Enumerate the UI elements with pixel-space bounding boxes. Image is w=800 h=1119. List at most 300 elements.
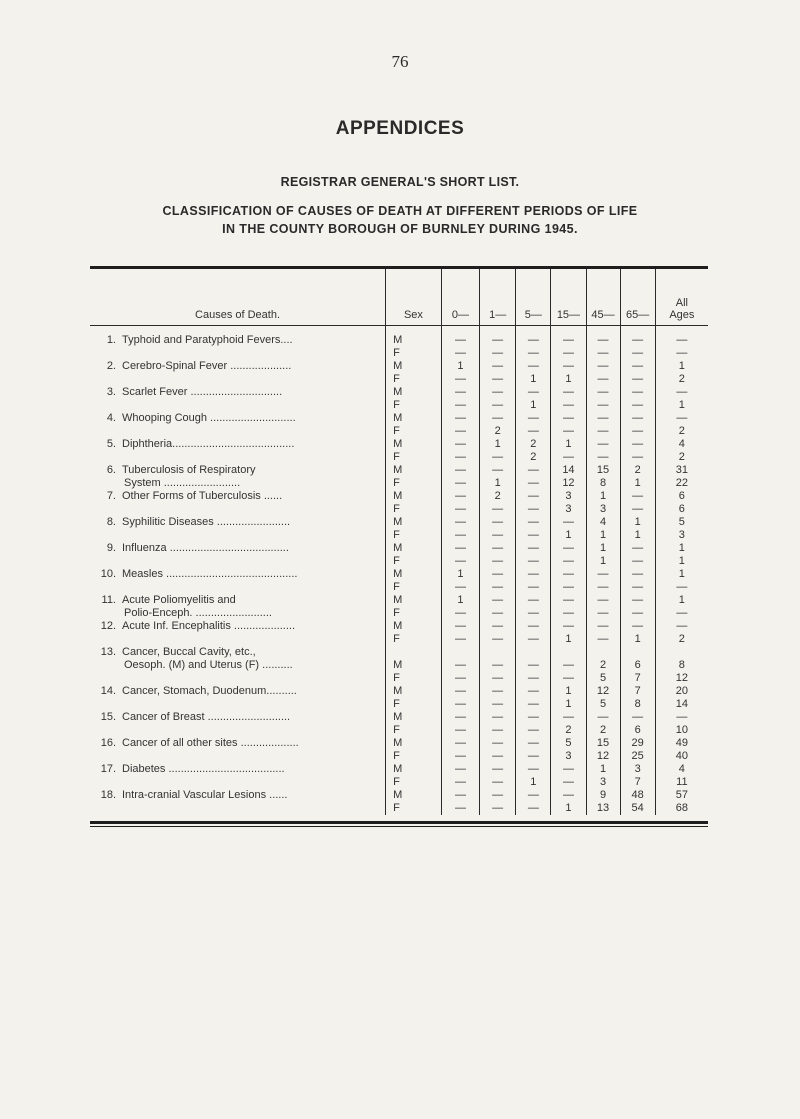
- age-1-cell: [480, 646, 516, 659]
- cause-label: Other Forms of Tuberculosis ......: [122, 490, 283, 502]
- age-45-cell: —: [586, 594, 620, 607]
- table-row: [90, 685, 708, 698]
- age-65-cell: —: [620, 334, 655, 347]
- cause-index: 7.: [106, 490, 116, 502]
- age-5-cell: —: [516, 386, 551, 399]
- age-15-cell: —: [551, 568, 586, 581]
- table-body: [90, 326, 708, 816]
- sex-cell: F: [386, 672, 442, 685]
- all-ages-cell: [655, 646, 708, 659]
- age-15-cell: —: [551, 789, 586, 802]
- age-1-cell: —: [480, 555, 516, 568]
- all-ages-cell: 49: [655, 737, 708, 750]
- age-1-cell: —: [480, 763, 516, 776]
- age-0-cell: —: [441, 763, 479, 776]
- cause-index: 3.: [106, 386, 116, 398]
- age-45-cell: 15: [586, 464, 620, 477]
- all-ages-cell: 6: [655, 503, 708, 516]
- age-5-cell: —: [516, 594, 551, 607]
- age-0-cell: —: [441, 334, 479, 347]
- all-ages-cell: —: [655, 620, 708, 633]
- sex-cell: F: [386, 776, 442, 789]
- table-row: [90, 399, 708, 412]
- all-ages-cell: 20: [655, 685, 708, 698]
- all-ages-cell: —: [655, 711, 708, 724]
- age-0-cell: —: [441, 685, 479, 698]
- age-5-cell: —: [516, 620, 551, 633]
- cause-label-continuation: Oesoph. (M) and Uterus (F) ..........: [124, 659, 293, 671]
- cause-index: 14.: [100, 685, 116, 697]
- age-5-cell: —: [516, 581, 551, 594]
- age-15-cell: 1: [551, 802, 586, 815]
- age-0-cell: [441, 646, 479, 659]
- cause-index: 13.: [100, 646, 116, 658]
- table-row: [90, 672, 708, 685]
- age-65-cell: 1: [620, 516, 655, 529]
- cause-cell: [90, 607, 386, 620]
- cause-cell: [90, 425, 386, 438]
- age-5-cell: 1: [516, 776, 551, 789]
- age-65-cell: 48: [620, 789, 655, 802]
- header-age-0: 0—: [441, 269, 479, 326]
- age-5-cell: —: [516, 750, 551, 763]
- cause-cell: [90, 399, 386, 412]
- cause-label: Tuberculosis of Respiratory: [122, 464, 256, 476]
- cause-cell: [90, 594, 386, 607]
- cause-index: 16.: [100, 737, 116, 749]
- age-65-cell: [620, 646, 655, 659]
- table-row: [90, 412, 708, 425]
- age-45-cell: 1: [586, 542, 620, 555]
- sex-cell: F: [386, 750, 442, 763]
- age-0-cell: —: [441, 789, 479, 802]
- age-5-cell: —: [516, 763, 551, 776]
- cause-cell: [90, 776, 386, 789]
- cause-cell: [90, 386, 386, 399]
- cause-label: Acute Inf. Encephalitis ....................: [122, 620, 296, 632]
- table-row: [90, 750, 708, 763]
- age-1-cell: —: [480, 737, 516, 750]
- cause-cell: [90, 516, 386, 529]
- cause-cell: [90, 347, 386, 360]
- age-15-cell: 1: [551, 685, 586, 698]
- age-0-cell: —: [441, 516, 479, 529]
- age-0-cell: —: [441, 555, 479, 568]
- age-0-cell: —: [441, 464, 479, 477]
- all-ages-cell: 11: [655, 776, 708, 789]
- age-0-cell: —: [441, 399, 479, 412]
- age-65-cell: 7: [620, 685, 655, 698]
- all-ages-cell: 6: [655, 490, 708, 503]
- sex-cell: M: [386, 685, 442, 698]
- age-65-cell: —: [620, 451, 655, 464]
- cause-label: Cancer, Buccal Cavity, etc.,: [122, 646, 256, 658]
- cause-cell: [90, 672, 386, 685]
- age-15-cell: —: [551, 711, 586, 724]
- age-5-cell: —: [516, 789, 551, 802]
- age-5-cell: —: [516, 529, 551, 542]
- age-5-cell: —: [516, 477, 551, 490]
- all-ages-cell: 1: [655, 568, 708, 581]
- age-0-cell: —: [441, 711, 479, 724]
- age-5-cell: 2: [516, 438, 551, 451]
- age-5-cell: —: [516, 633, 551, 646]
- age-65-cell: 1: [620, 477, 655, 490]
- age-15-cell: 5: [551, 737, 586, 750]
- age-1-cell: —: [480, 360, 516, 373]
- age-1-cell: —: [480, 659, 516, 672]
- cause-cell: [90, 503, 386, 516]
- age-5-cell: —: [516, 802, 551, 815]
- bottom-rule-thin: [90, 826, 708, 827]
- age-65-cell: 1: [620, 529, 655, 542]
- cause-cell: [90, 633, 386, 646]
- age-45-cell: 3: [586, 776, 620, 789]
- cause-cell: [90, 490, 386, 503]
- age-15-cell: —: [551, 607, 586, 620]
- age-0-cell: —: [441, 750, 479, 763]
- age-1-cell: —: [480, 594, 516, 607]
- age-15-cell: 3: [551, 503, 586, 516]
- age-65-cell: —: [620, 542, 655, 555]
- cause-index: 9.: [106, 542, 116, 554]
- age-1-cell: —: [480, 529, 516, 542]
- age-5-cell: —: [516, 360, 551, 373]
- sex-cell: F: [386, 607, 442, 620]
- age-45-cell: 8: [586, 477, 620, 490]
- all-ages-cell: 2: [655, 425, 708, 438]
- cause-label: Measles ...........................................: [122, 568, 298, 580]
- table-header-row: [90, 269, 708, 326]
- age-65-cell: —: [620, 503, 655, 516]
- age-1-cell: —: [480, 464, 516, 477]
- table-row: [90, 516, 708, 529]
- cause-cell: [90, 737, 386, 750]
- table-row: [90, 633, 708, 646]
- age-1-cell: —: [480, 789, 516, 802]
- all-ages-cell: 1: [655, 555, 708, 568]
- sex-cell: M: [386, 620, 442, 633]
- age-15-cell: —: [551, 620, 586, 633]
- header-cause: Causes of Death.: [90, 269, 386, 326]
- cause-index: 8.: [106, 516, 116, 528]
- cause-index: 10.: [100, 568, 116, 580]
- age-15-cell: 1: [551, 633, 586, 646]
- all-ages-cell: 3: [655, 529, 708, 542]
- all-ages-cell: —: [655, 607, 708, 620]
- cause-cell: [90, 711, 386, 724]
- table-row: [90, 802, 708, 815]
- sex-cell: [386, 646, 442, 659]
- cause-cell: [90, 529, 386, 542]
- age-1-cell: —: [480, 607, 516, 620]
- sex-cell: F: [386, 529, 442, 542]
- cause-cell: [90, 438, 386, 451]
- table-row: [90, 386, 708, 399]
- all-ages-cell: —: [655, 581, 708, 594]
- age-15-cell: —: [551, 399, 586, 412]
- age-15-cell: —: [551, 594, 586, 607]
- causes-of-death-table: [90, 269, 708, 815]
- age-15-cell: —: [551, 672, 586, 685]
- age-1-cell: —: [480, 386, 516, 399]
- age-15-cell: —: [551, 542, 586, 555]
- age-65-cell: —: [620, 620, 655, 633]
- table-row: [90, 711, 708, 724]
- all-ages-cell: 4: [655, 763, 708, 776]
- all-ages-cell: 2: [655, 373, 708, 386]
- age-65-cell: 3: [620, 763, 655, 776]
- sex-cell: M: [386, 438, 442, 451]
- age-1-cell: —: [480, 633, 516, 646]
- header-age-45: 45—: [586, 269, 620, 326]
- age-1-cell: —: [480, 776, 516, 789]
- age-45-cell: —: [586, 711, 620, 724]
- age-45-cell: 3: [586, 503, 620, 516]
- cause-label: Diabetes ......................................: [122, 763, 285, 775]
- age-0-cell: 1: [441, 568, 479, 581]
- age-65-cell: —: [620, 594, 655, 607]
- age-5-cell: —: [516, 412, 551, 425]
- table-row: [90, 542, 708, 555]
- cause-label: Cerebro-Spinal Fever ....................: [122, 360, 292, 372]
- table-row: [90, 724, 708, 737]
- table-row: [90, 789, 708, 802]
- age-45-cell: 1: [586, 529, 620, 542]
- age-65-cell: —: [620, 490, 655, 503]
- age-15-cell: —: [551, 659, 586, 672]
- age-65-cell: 29: [620, 737, 655, 750]
- table-row: [90, 425, 708, 438]
- table-row: [90, 477, 708, 490]
- cause-cell: [90, 451, 386, 464]
- all-ages-cell: 10: [655, 724, 708, 737]
- cause-index: 18.: [100, 789, 116, 801]
- causes-of-death-table-container: [90, 266, 708, 827]
- cause-label: Cancer, Stomach, Duodenum..........: [122, 685, 297, 697]
- age-15-cell: 3: [551, 750, 586, 763]
- age-1-cell: —: [480, 516, 516, 529]
- age-0-cell: 1: [441, 360, 479, 373]
- sex-cell: M: [386, 789, 442, 802]
- age-0-cell: —: [441, 802, 479, 815]
- cause-cell: [90, 360, 386, 373]
- all-ages-cell: 1: [655, 360, 708, 373]
- age-15-cell: —: [551, 360, 586, 373]
- table-row: [90, 334, 708, 347]
- age-15-cell: —: [551, 516, 586, 529]
- sex-cell: F: [386, 451, 442, 464]
- age-0-cell: —: [441, 438, 479, 451]
- sex-cell: F: [386, 698, 442, 711]
- age-15-cell: —: [551, 425, 586, 438]
- age-0-cell: —: [441, 581, 479, 594]
- age-1-cell: 2: [480, 425, 516, 438]
- age-1-cell: —: [480, 373, 516, 386]
- age-15-cell: 1: [551, 438, 586, 451]
- sex-cell: F: [386, 503, 442, 516]
- age-0-cell: —: [441, 386, 479, 399]
- sex-cell: F: [386, 399, 442, 412]
- sex-cell: M: [386, 516, 442, 529]
- sex-cell: F: [386, 347, 442, 360]
- age-0-cell: —: [441, 425, 479, 438]
- age-0-cell: —: [441, 373, 479, 386]
- age-45-cell: [586, 646, 620, 659]
- sex-cell: F: [386, 555, 442, 568]
- all-ages-cell: —: [655, 334, 708, 347]
- age-45-cell: 9: [586, 789, 620, 802]
- cause-index: 17.: [100, 763, 116, 775]
- sex-cell: M: [386, 386, 442, 399]
- all-ages-cell: 4: [655, 438, 708, 451]
- age-5-cell: —: [516, 490, 551, 503]
- all-ages-cell: —: [655, 386, 708, 399]
- age-1-cell: —: [480, 685, 516, 698]
- table-row: [90, 568, 708, 581]
- age-1-cell: —: [480, 750, 516, 763]
- cause-cell: [90, 646, 386, 659]
- header-age-15: 15—: [551, 269, 586, 326]
- cause-index: 1.: [106, 334, 116, 346]
- table-row: [90, 503, 708, 516]
- sex-cell: F: [386, 802, 442, 815]
- age-45-cell: —: [586, 451, 620, 464]
- cause-cell: [90, 698, 386, 711]
- table-row: [90, 607, 708, 620]
- all-ages-cell: 31: [655, 464, 708, 477]
- age-65-cell: 7: [620, 672, 655, 685]
- age-65-cell: —: [620, 607, 655, 620]
- age-5-cell: —: [516, 516, 551, 529]
- age-45-cell: 15: [586, 737, 620, 750]
- age-45-cell: 4: [586, 516, 620, 529]
- age-15-cell: —: [551, 555, 586, 568]
- cause-cell: [90, 464, 386, 477]
- cause-label: Scarlet Fever ..............................: [122, 386, 283, 398]
- table-row: [90, 360, 708, 373]
- page-subheading: REGISTRAR GENERAL'S SHORT LIST.: [280, 175, 520, 189]
- age-45-cell: —: [586, 581, 620, 594]
- cause-cell: [90, 802, 386, 815]
- age-1-cell: —: [480, 412, 516, 425]
- age-0-cell: —: [441, 347, 479, 360]
- cause-index: 4.: [106, 412, 116, 424]
- header-age-65: 65—: [620, 269, 655, 326]
- age-5-cell: —: [516, 347, 551, 360]
- cause-label: Influenza .......................................: [122, 542, 289, 554]
- table-row: [90, 529, 708, 542]
- age-5-cell: 1: [516, 373, 551, 386]
- age-15-cell: —: [551, 776, 586, 789]
- table-row: [90, 659, 708, 672]
- age-45-cell: 1: [586, 555, 620, 568]
- table-row: [90, 555, 708, 568]
- all-ages-cell: 14: [655, 698, 708, 711]
- table-row: [90, 490, 708, 503]
- age-45-cell: —: [586, 360, 620, 373]
- age-65-cell: 6: [620, 724, 655, 737]
- age-15-cell: —: [551, 581, 586, 594]
- age-65-cell: —: [620, 425, 655, 438]
- table-caption-line1: CLASSIFICATION OF CAUSES OF DEATH AT DIFFERENT PERIODS OF LIFE: [162, 204, 638, 218]
- age-1-cell: 1: [480, 477, 516, 490]
- age-15-cell: 2: [551, 724, 586, 737]
- all-ages-cell: 1: [655, 399, 708, 412]
- cause-label: Cancer of Breast ...........................: [122, 711, 291, 723]
- all-ages-cell: —: [655, 412, 708, 425]
- age-15-cell: 1: [551, 529, 586, 542]
- age-5-cell: 2: [516, 451, 551, 464]
- age-65-cell: —: [620, 373, 655, 386]
- age-5-cell: [516, 646, 551, 659]
- cause-index: 6.: [106, 464, 116, 476]
- age-45-cell: 1: [586, 763, 620, 776]
- cause-cell: [90, 724, 386, 737]
- age-0-cell: —: [441, 529, 479, 542]
- cause-cell: [90, 542, 386, 555]
- age-45-cell: —: [586, 399, 620, 412]
- age-5-cell: —: [516, 568, 551, 581]
- all-ages-cell: 1: [655, 542, 708, 555]
- age-0-cell: —: [441, 724, 479, 737]
- age-0-cell: —: [441, 412, 479, 425]
- age-0-cell: —: [441, 737, 479, 750]
- cause-cell: [90, 477, 386, 490]
- age-1-cell: —: [480, 568, 516, 581]
- cause-cell: [90, 334, 386, 347]
- age-0-cell: —: [441, 451, 479, 464]
- table-row: [90, 438, 708, 451]
- age-45-cell: —: [586, 412, 620, 425]
- cause-label: Intra-cranial Vascular Lesions ......: [122, 789, 288, 801]
- age-65-cell: 6: [620, 659, 655, 672]
- age-0-cell: —: [441, 503, 479, 516]
- age-5-cell: —: [516, 711, 551, 724]
- age-5-cell: —: [516, 425, 551, 438]
- age-0-cell: —: [441, 776, 479, 789]
- header-all-ages-line1: All: [675, 297, 688, 309]
- all-ages-cell: 5: [655, 516, 708, 529]
- cause-label: Syphilitic Diseases ........................: [122, 516, 291, 528]
- age-5-cell: —: [516, 672, 551, 685]
- cause-cell: [90, 620, 386, 633]
- sex-cell: M: [386, 464, 442, 477]
- age-15-cell: —: [551, 412, 586, 425]
- age-65-cell: —: [620, 555, 655, 568]
- age-5-cell: —: [516, 737, 551, 750]
- sex-cell: M: [386, 334, 442, 347]
- table-row: [90, 698, 708, 711]
- age-65-cell: —: [620, 360, 655, 373]
- age-45-cell: 12: [586, 750, 620, 763]
- cause-label: Typhoid and Paratyphoid Fevers....: [122, 334, 293, 346]
- age-5-cell: 1: [516, 399, 551, 412]
- age-15-cell: 1: [551, 698, 586, 711]
- all-ages-cell: 12: [655, 672, 708, 685]
- age-45-cell: —: [586, 607, 620, 620]
- age-5-cell: —: [516, 659, 551, 672]
- age-45-cell: —: [586, 568, 620, 581]
- age-5-cell: —: [516, 724, 551, 737]
- table-row: [90, 763, 708, 776]
- age-1-cell: —: [480, 334, 516, 347]
- age-45-cell: —: [586, 386, 620, 399]
- age-5-cell: —: [516, 555, 551, 568]
- cause-cell: [90, 581, 386, 594]
- age-65-cell: —: [620, 412, 655, 425]
- table-row: [90, 464, 708, 477]
